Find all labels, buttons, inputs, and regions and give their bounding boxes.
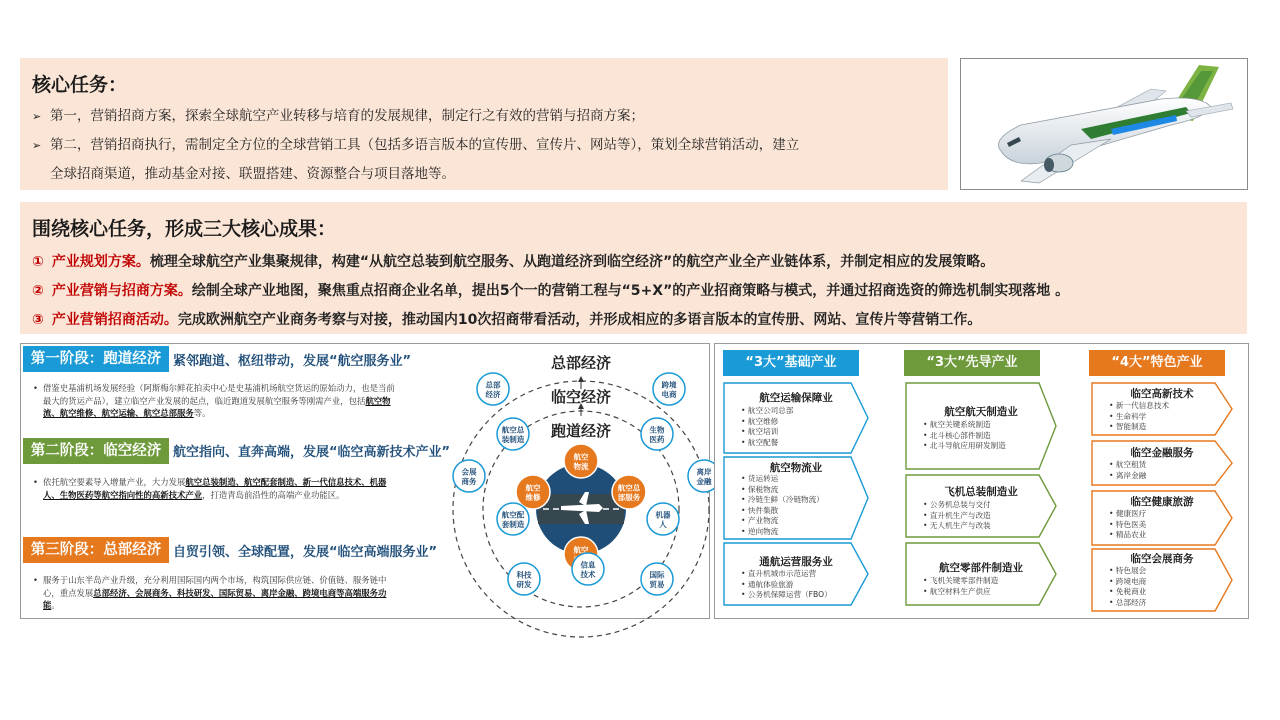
outer-industry-node [497, 503, 529, 535]
bullet-icon: • [33, 383, 38, 393]
stage-3-description: • 服务于山东半岛产业升级，充分利用国际国内两个市场，构筑国际供应链、价值链、服务链中心，重点发展总部经济、会展商务、科技研发、国际贸易、离岸金融、跨境电商等高端服务功能。 [33, 575, 387, 610]
ring-node-label: 跨境 [661, 380, 677, 390]
lead-industry-header: “3大”先导产业 [904, 350, 1040, 376]
airport-economy-ring-diagram [421, 344, 712, 616]
industry-card [905, 542, 1057, 606]
ring-node-label: 商务 [461, 476, 477, 486]
ring-node-label: 会展 [461, 467, 477, 477]
bullet-icon: • [33, 575, 38, 585]
ring-node-label: 贸易 [649, 579, 665, 589]
industry-card-items: • 航空租赁 • 离岸金融 [1109, 460, 1146, 481]
ring-node-label: 总部 [485, 380, 501, 390]
result-item-1 [32, 251, 994, 271]
ring-node-label: 生物 [649, 425, 665, 435]
outer-industry-node [641, 418, 673, 450]
arrow-bullet-icon: ➢ [32, 139, 42, 152]
industry-card-items: • 健康医疗 • 特色医美 • 精品农业 [1109, 509, 1146, 541]
industry-card-title: 航空零部件制造业 [939, 562, 1023, 574]
result-item-3 [32, 309, 981, 329]
ring-node-label: 金融 [696, 476, 712, 486]
industry-card-items: • 货运转运 • 保税物流 • 冷链生鲜（冷链物流） • 快件集散 • 产业物流 • 逆向物流 [741, 474, 824, 537]
ring-node-label: 航空 [573, 452, 589, 462]
core-industry-node [612, 475, 646, 509]
core-results-panel [20, 202, 1247, 334]
industry-card-items: • 飞机关键零部件制造 • 航空材料生产供应 [923, 576, 998, 597]
core-task-item-2-cont: 全球招商渠道，推动基金对接、联盟搭建、资源整合与项目落地等。 [50, 166, 455, 182]
ring-node-label: 经济 [485, 389, 501, 399]
outer-industry-node [572, 553, 604, 585]
industry-card-title: 临空金融服务 [1130, 447, 1194, 459]
industry-card-title: 飞机总装制造业 [944, 486, 1018, 498]
bullet-icon: • [33, 477, 38, 487]
outer-industry-node [653, 373, 685, 405]
base-industry-header: “3大”基础产业 [723, 350, 859, 376]
core-industry-node [564, 444, 598, 478]
core-results-title: 围绕核心任务，形成三大核心成果： [32, 218, 337, 240]
ring-node-label: 装制造 [501, 434, 525, 444]
industry-card [905, 382, 1057, 470]
ring-node-label: 物流 [573, 461, 589, 471]
core-task-item-1: ➢ 第一，营销招商方案，探索全球航空产业转移与培育的发展规律，制定行之有效的营销与招商方案； [32, 108, 644, 124]
airplane-icon [961, 59, 1247, 189]
ring-node-label: 人 [659, 519, 667, 529]
result-highlight: 产业规划方案。 [51, 254, 150, 270]
ring-node-label: 信息 [580, 560, 596, 570]
ring-node-label: 航空总 [617, 483, 641, 493]
ring-node-label: 维修 [525, 492, 541, 502]
industry-card [723, 456, 869, 540]
core-task-item-2: ➢ 第二，营销招商执行，需制定全方位的全球营销工具（包括多语言版本的宣传册、宣传片、网站等），策划全球营销活动，建立 [32, 137, 800, 153]
stage-1-tag: 第一阶段：跑道经济 [23, 346, 169, 372]
stage-1-heading: 紧邻跑道、枢纽带动，发展“航空服务业” [173, 354, 412, 369]
stage-1-description: • 借鉴史基浦机场发展经验（阿斯梅尔鲜花拍卖中心是史基浦机场航空货运的原始动力，也是当前最大的货运产品），建立临空产业发展的起点，临近跑道发展航空服务等刚需产业，包括航空物流、航空维修、航空运输、航空总部服务等。 [33, 383, 395, 418]
industry-structure-panel [714, 343, 1249, 619]
industry-card [1091, 382, 1233, 436]
outer-industry-node [508, 563, 540, 595]
industry-card-title: 航空运输保障业 [759, 392, 833, 404]
stage-3-tag: 第三阶段：总部经济 [23, 537, 169, 563]
core-industry-node [516, 475, 550, 509]
result-text: 梳理全球航空产业集聚规律，构建“从航空总装到航空服务、从跑道经济到临空经济”的航空产业全产业链体系，并制定相应的发展策略。 [149, 254, 995, 270]
industry-card-title: 通航运营服务业 [759, 556, 833, 568]
core-task-panel [20, 58, 948, 190]
ring-level-label: 总部经济 [550, 354, 612, 372]
ring-node-label: 电商 [661, 389, 677, 399]
outer-industry-node [453, 460, 485, 492]
industry-card-title: 临空高新技术 [1130, 388, 1194, 400]
stage-2-description: • 依托航空要素导入增量产业，大力发展航空总装制造、航空配套制造、新一代信息技术、机器人、生物医药等航空指向性的高新技术产业，打造青岛前沿性的高端产业功能区。 [33, 477, 387, 500]
industry-card [1091, 490, 1233, 546]
ring-node-label: 技术 [580, 569, 596, 579]
industry-card-items: • 新一代信息技术 • 生命科学 • 智能制造 [1109, 401, 1169, 433]
outer-industry-node [477, 373, 509, 405]
ring-node-label: 套制造 [501, 519, 525, 529]
result-highlight: 产业营销招商活动。 [51, 312, 178, 328]
ring-level-label: 跑道经济 [550, 422, 612, 440]
industry-card [1091, 440, 1233, 486]
industry-card-items: • 公务机总装与交付 • 直升机生产与改造 • 无人机生产与改装 [923, 500, 991, 532]
result-item-2 [32, 280, 1069, 300]
result-number: ① [32, 254, 44, 270]
arrow-bullet-icon: ➢ [32, 110, 42, 123]
industry-card [905, 474, 1057, 538]
industry-card-items: • 航空公司总部 • 航空维修 • 航空培训 • 航空配餐 [741, 406, 793, 448]
result-number: ③ [32, 312, 44, 328]
ring-node-label: 航空总 [501, 425, 525, 435]
ring-node-label: 研发 [516, 579, 532, 589]
core-task-title: 核心任务： [32, 74, 128, 96]
industry-card-items: • 直升机城市示范运营 • 通航体验旅游 • 公务机保障运营（FBO） [741, 569, 832, 601]
ring-node-label: 离岸 [696, 467, 712, 477]
ring-level-label: 临空经济 [550, 388, 612, 406]
stage-2-tag: 第二阶段：临空经济 [23, 438, 169, 464]
industry-card-items: • 航空关键系统制造 • 北斗核心部件制造 • 北斗导航应用研发制造 [923, 420, 1006, 452]
result-number: ② [32, 283, 44, 299]
outer-industry-node [647, 503, 679, 535]
industry-card-title: 航空航天制造业 [944, 406, 1018, 418]
ring-node-label: 科技 [516, 570, 532, 580]
industry-card-title: 临空会展商务 [1130, 553, 1194, 565]
industry-card [723, 542, 869, 606]
airplane-image [960, 58, 1248, 190]
outer-industry-node [641, 563, 673, 595]
outer-industry-node [497, 418, 529, 450]
result-highlight: 产业营销与招商方案。 [51, 283, 192, 299]
ring-node-label: 航空 [573, 545, 589, 555]
special-industry-header: “4大”特色产业 [1089, 350, 1225, 376]
ring-node-label: 国际 [649, 570, 665, 580]
industry-card [1091, 548, 1233, 612]
ring-node-label: 医药 [649, 434, 665, 444]
ring-node-label: 航空配 [501, 510, 525, 520]
stage-2-heading: 航空指向、直奔高端，发展“临空高新技术产业” [173, 445, 451, 460]
ring-node-label: 航空 [525, 483, 541, 493]
result-text: 完成欧洲航空产业商务考察与对接，推动国内10次招商带看活动，并形成相应的多语言版本的宣传册、网站、宣传片等营销工作。 [177, 312, 982, 328]
industry-card [723, 382, 869, 454]
development-stages-panel [20, 343, 710, 619]
ring-node-label: 部服务 [617, 492, 641, 502]
industry-card-title: 临空健康旅游 [1130, 496, 1194, 508]
stage-3-heading: 自贸引领、全球配置，发展“临空高端服务业” [173, 545, 438, 560]
industry-card-items: • 特色展会 • 跨境电商 • 免税商业 • 总部经济 [1109, 566, 1146, 608]
ring-node-label: 机器 [655, 510, 671, 520]
industry-card-title: 航空物流业 [769, 462, 823, 474]
result-text: 绘制全球产业地图，聚焦重点招商企业名单，提出5个一的营销工程与“5+X”的产业招商策略与模式，并通过招商选资的筛选机制实现落地 。 [191, 283, 1070, 299]
